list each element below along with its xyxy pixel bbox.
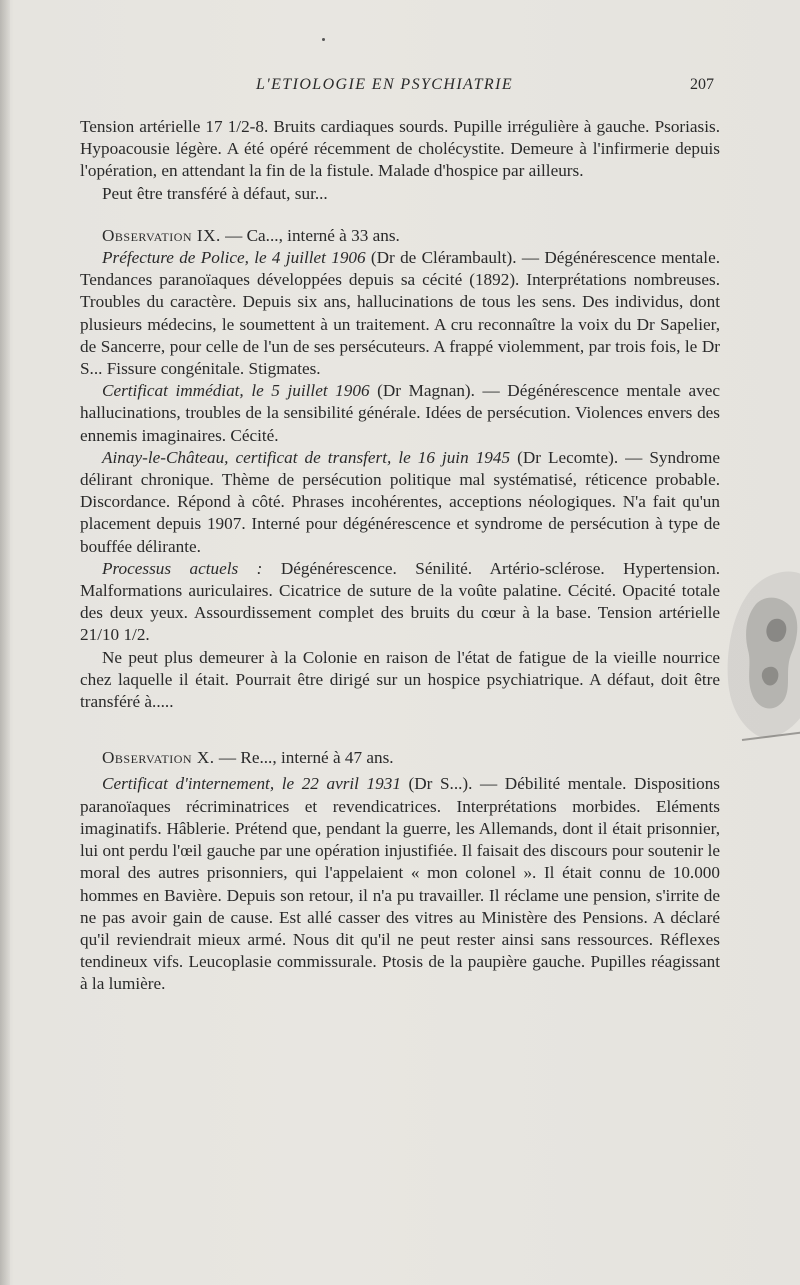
page-number: 207 [690,76,714,93]
certificate-text: (Dr Lecomte). — Syndrome délirant chronique. Thème de persécution politique mal systématisé, réticence probable. Discordance. Répond à côté. Phrases incohérentes, acceptions néologiques. N'a fait qu'un placement depuis 1907. Interné pour dégénérescence et syndrome de persécution à type de bouffée délirante. [80,447,720,556]
paragraph [80,558,720,647]
paragraph [80,380,720,447]
observation-heading [80,747,720,769]
certificate-text: (Dr Magnan). — Dégénérescence mentale avec hallucinations, troubles de la sensibilité générale. Idées de persécution. Violences envers des ennemis imaginaires. Cécité. [80,381,720,445]
observation-subject: — Ca..., interné à 33 ans. [220,225,400,245]
paragraph: Tension artérielle 17 1/2-8. Bruits cardiaques sourds. Pupille irrégulière à gauche. Psoriasis. Hypoacousie légère. A été opéré récemment de cholécystite. Demeure à l'infirmerie depuis l'opération, en attendant la fin de la fistule. Malade d'hospice par ailleurs. [80,117,720,181]
observation-heading [80,225,720,247]
observation-label: Observation X. [102,748,215,768]
paragraph [80,773,720,995]
ink-stain [722,560,800,750]
paragraph: Ne peut plus demeurer à la Colonie en raison de l'état de fatigue de la vieille nourrice chez laquelle il était. Pourrait être dirigé sur un hospice psychiatrique. A défaut, doit être transféré à..... [80,647,720,712]
certificate-text: (Dr S...). — Débilité mentale. Dispositions paranoïaques récriminatrices et revendicatrices. Interprétations morbides. Eléments imaginatifs. Hâblerie. Prétend que, pendant la guerre, les Allemands, dont il était prisonnier, lui ont perdu l'œil gauche par une opération injustifiée. Il faisait des discours pour soutenir le moral des autres prisonniers, qui l'appelaient « mon colonel ». Il était connu de 10.000 hommes en Bavière. Depuis son retour, il n'a pu travailler. Il réclame une pension, s'irrite de ne pas avoir gain de cause. Est allé casser des vitres au Ministère des Pensions. A déclaré qu'il reviendrait mieux armé. Nous dit qu'il ne peut rester ainsi sans ressources. Réflexes tendineux vifs. Leucoplasie commissurale. Ptosis de la paupière gauche. Pupilles réagissant à la lumière. [80,774,720,994]
certificate-lead: Certificat d'internement, le 22 avril 1931 [102,774,401,794]
ink-speck [322,38,325,41]
running-title: L'ETIOLOGIE EN PSYCHIATRIE [256,76,514,93]
book-spine-shadow [0,0,10,1285]
running-header [80,76,720,98]
paragraph [80,247,720,380]
page-body [80,116,720,996]
section-text: Dégénérescence. Sénilité. Artério-sclérose. Hypertension. Malformations auriculaires. Cicatrice de suture de la voûte palatine. Cécité. Opacité totale des deux yeux. Assourdissement complet des bruits du cœur à la base. Tension artérielle 21/10 1/2. [80,558,721,645]
certificate-lead: Certificat immédiat, le 5 juillet 1906 [102,381,370,401]
certificate-text: (Dr de Clérambault). — Dégénérescence mentale. Tendances paranoïaques développées depuis sa cécité (1892). Interprétations nombreuses. Troubles du caractère. Depuis six ans, hallucinations de tous les sens. Des individus, dont plusieurs médecins, le soumettent à un traitement. A cru reconnaître la voix du Dr Sapelier, de Sancerre, pour celle de l'un de ses persécuteurs. A frappé violemment, par trois fois, le Dr S... Fissure congénitale. Stigmates. [80,248,720,379]
observation-label: Observation IX. [102,225,221,245]
certificate-lead: Préfecture de Police, le 4 juillet 1906 [102,248,366,268]
paragraph [80,447,720,558]
section-lead: Processus actuels : [102,558,263,578]
observation-subject: — Re..., interné à 47 ans. [214,748,394,768]
certificate-lead: Ainay-le-Château, certificat de transfert, le 16 juin 1945 [102,447,511,467]
paragraph: Peut être transféré à défaut, sur... [102,183,328,203]
